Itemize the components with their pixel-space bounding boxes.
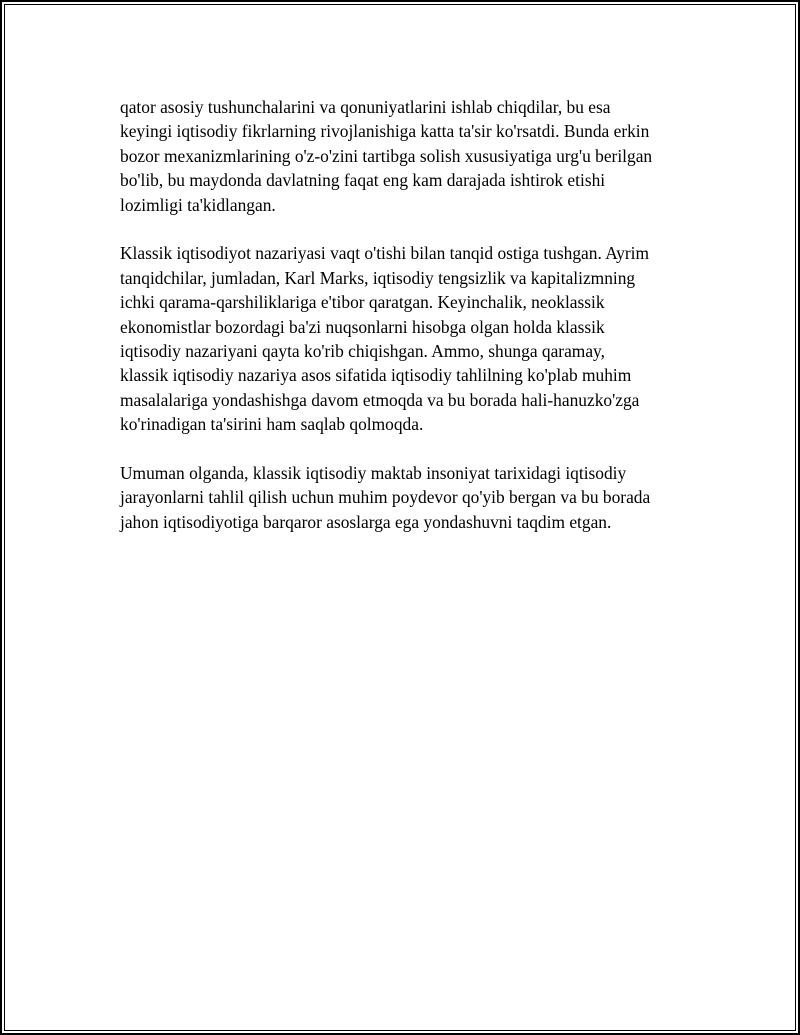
paragraph-2 <box>120 241 700 436</box>
text-line: iqtisodiy nazariyani qayta ko'rib chiqishgan. Ammo, shunga qaramay, <box>120 341 605 362</box>
text-line: bo'lib, bu maydonda davlatning faqat eng kam darajada ishtirok etishi <box>120 170 606 191</box>
text-line: bozor mexanizmlarining o'z-o'zini tartibga solish xususiyatiga urg'u berilgan <box>120 145 653 166</box>
text-line: klassik iqtisodiy nazariya asos sifatida iqtisodiy tahlilning ko'plab muhim <box>120 365 632 386</box>
text-line: lozimligi ta'kidlangan. <box>120 194 276 215</box>
paragraph-3 <box>120 461 700 534</box>
text-line: ichki qarama-qarshiliklariga e'tibor qaratgan. Keyinchalik, neoklassik <box>120 292 605 313</box>
text-line: masalalariga yondashishga davom etmoqda va bu borada hali-hanuzko'zga <box>120 389 640 410</box>
text-line: ko'rinadigan ta'sirini ham saqlab qolmoqda. <box>120 414 424 435</box>
text-line: jahon iqtisodiyotiga barqaror asoslarga ega yondashuvni taqdim etgan. <box>120 511 612 532</box>
paragraph-1 <box>120 95 700 217</box>
text-line: Umuman olganda, klassik iqtisodiy maktab insoniyat tarixidagi iqtisodiy <box>120 463 627 484</box>
text-line: jarayonlarni tahlil qilish uchun muhim poydevor qo'yib bergan va bu borada <box>120 487 651 508</box>
text-line: ekonomistlar bozordagi ba'zi nuqsonlarni hisobga olgan holda klassik <box>120 316 605 337</box>
document-body <box>120 95 700 559</box>
text-line: tanqidchilar, jumladan, Karl Marks, iqtisodiy tengsizlik va kapitalizmning <box>120 267 636 288</box>
text-line: Klassik iqtisodiyot nazariyasi vaqt o'tishi bilan tanqid ostiga tushgan. Ayrim <box>120 243 649 264</box>
text-line: keyingi iqtisodiy fikrlarning rivojlanishiga katta ta'sir ko'rsatdi. Bunda erkin <box>120 121 650 142</box>
text-line: qator asosiy tushunchalarini va qonuniyatlarini ishlab chiqdilar, bu esa <box>120 97 611 117</box>
